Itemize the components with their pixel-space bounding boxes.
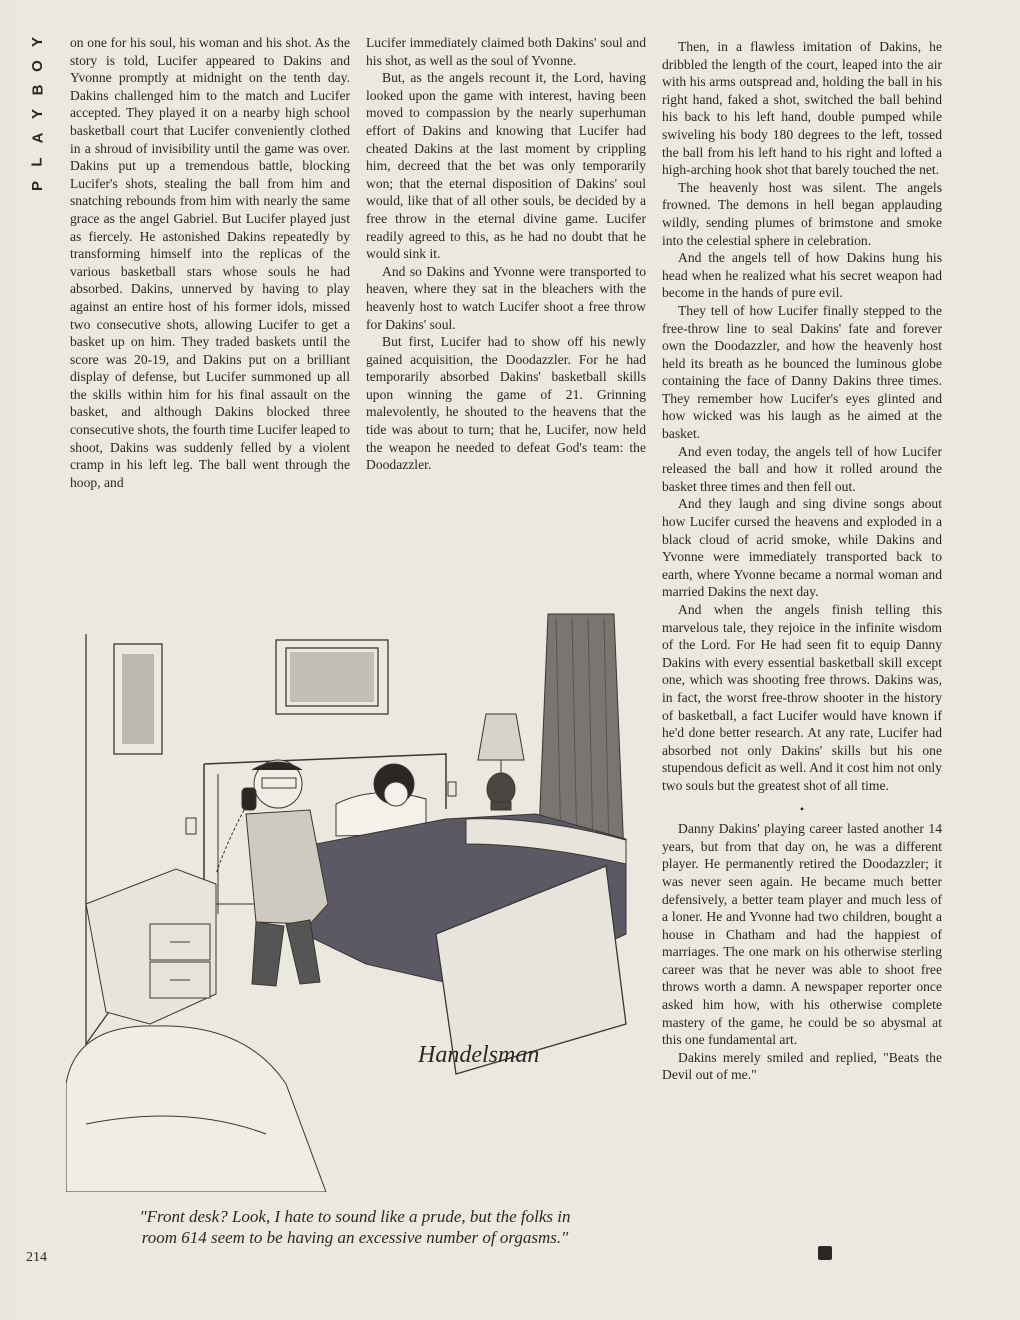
magazine-letter: L: [28, 157, 46, 167]
magazine-letter: Y: [28, 108, 46, 120]
paragraph: And the angels tell of how Dakins hung his head when he realized what his secret weapon had become in the hands of pure evil.: [662, 250, 942, 301]
paragraph: Dakins merely smiled and replied, "Beats the Devil out of me.": [662, 1049, 942, 1083]
paragraph: The heavenly host was silent. The angels frowned. The demons in hell began applauding wildly, sending plumes of brimstone and smoke into the celestial sphere in celebration.: [662, 179, 942, 248]
magazine-name-vertical: [28, 30, 48, 198]
paragraph: Lucifer immediately claimed both Dakins' soul and his shot, as well as the soul of Yvonne.: [366, 35, 646, 68]
magazine-letter: A: [29, 132, 46, 144]
man-on-phone: [242, 760, 328, 986]
paragraph: And they laugh and sing divine songs about how Lucifer cursed the heavens and exploded in a black cloud of acrid smoke, while Dakins and Yvonne were immediately transported back to earth, where Yvonne became a normal woman and married Dakins the next day.: [662, 496, 942, 600]
text-column-3: [662, 38, 942, 1084]
paragraph: They tell of how Lucifer finally stepped to the free-throw line to seal Dakins' fate and forever own the Doodazzler, and how the heavenly host held its breath as he bounced the luminous globe containing the face of Danny Dakins three times. They remember how Lucifer's eyes glinted and how wicked was his laugh as he aimed at the basket.: [662, 302, 942, 442]
paragraph: And so Dakins and Yvonne were transported to heaven, where they sat in the bleachers with the heavenly host to watch Lucifer shoot a free throw for Dakins' soul.: [366, 263, 646, 332]
text-column-1: [70, 34, 350, 491]
page-number: 214: [26, 1250, 47, 1265]
cartoon-illustration: [66, 604, 648, 1192]
lamp: [478, 714, 524, 810]
cartoon-caption: "Front desk? Look, I hate to sound like a prude, but the folks in room 614 seem to be having an excessive number of orgasms.": [139, 1207, 571, 1247]
paragraph: But first, Lucifer had to show off his newly gained acquisition, the Doodazzler. For he had temporarily absorbed Dakins' basketball skills upon winning the game of 21. Grinning malevolently, he shouted to the heavens that the tide was about to turn; that he, Lucifer, now held the weapon he needed to defeat God's team: the Doodazzler.: [366, 334, 646, 473]
end-of-article-rabbit-icon: [818, 1246, 832, 1260]
paragraph: And even today, the angels tell of how Lucifer released the ball and how it rolled around the basket three times and then fell out.: [662, 443, 942, 494]
armchair: [66, 1026, 326, 1192]
paragraph: And when the angels finish telling this marvelous tale, they rejoice in the infinite wisdom of the Lord. For He had seen fit to equip Danny Dakins with every essential basketball skill except one, which was shooting free throws. Dakins was, in fact, the worst free-throw shooter in the history of basketball, a fact Lucifer would have known if he'd done better research. At any rate, Lucifer had absorbed not only Dakins' skills but his one stupendous deficit as well. And it cost him not only two souls but the greatest shot of all time.: [662, 602, 942, 793]
paragraph: Then, in a flawless imitation of Dakins, he dribbled the length of the court, leaped into the air with his arms outspread and, holding the ball in his right hand, faked a shot, switched the ball behind his back to his left hand, double pumped while swiveling his body 180 degrees to the left, tossed the ball from his left hand to his right and lofted a high-arching hook shot that barely touched the net.: [662, 39, 942, 178]
section-break-dot: •: [799, 801, 805, 816]
magazine-letter: B: [29, 84, 46, 96]
nightstand-desk: [86, 869, 216, 1024]
text-column-2: [366, 34, 646, 474]
magazine-letter: Y: [28, 36, 46, 48]
frame-art: [122, 652, 374, 744]
cartoonist-signature: Handelsman: [418, 1042, 540, 1068]
magazine-letter: O: [28, 60, 46, 72]
paragraph: Danny Dakins' playing career lasted another 14 years, but from that day on, he was a different player. He permanently retired the Doodazzler; it was never seen again. He became much better defensively, a better team player and much less of a loner. He and Yvonne had two children, bought a house in Chatham and had the happiest of marriages. The one mark on his otherwise sterling career was that he never was able to shoot free throws worth a damn. A newspaper reporter once asked him how, with his otherwise complete mastery of the game, he could be so abysmal at this one fundamental art.: [662, 821, 942, 1048]
magazine-letter: P: [28, 180, 46, 192]
paragraph: But, as the angels recount it, the Lord, having looked upon the game with interest, having been moved to compassion by the nearly superhuman effort of Dakins and knowing that Lucifer had cheated Dakins at the last moment by crippling him, decreed that the bet was only temporarily won; that the eternal disposition of Dakins' soul would, like that of all other souls, be decided by a free throw in the eternal divine game. Lucifer readily agreed to this, as he had no doubt that he would sink it.: [366, 70, 646, 262]
paragraph: on one for his soul, his woman and his shot. As the story is told, Lucifer appeared to Dakins and Yvonne promptly at midnight on the tenth day. Dakins challenged him to the match and Lucifer accepted. They played it on a nearby high school basketball court that Lucifer conveniently clothed in a shroud of invisibility until the game was over. Dakins put up a tremendous battle, blocking Lucifer's shots, stealing the ball from him and snatching rebounds from him with nearly the same grace as the angel Gabriel. But Lucifer played just as fiercely. He astonished Dakins repeatedly by transforming himself into the replicas of the various basketball stars whose souls he had absorbed. Dakins, unnerved by having to play against an entire host of his former idols, missed two consecutive shots, allowing Lucifer to get a basket up on him. They traded baskets until the score was 20-19, and Dakins put on a brilliant display of defense, but Lucifer summoned up all the skills within him for his final assault on the basket, and although Dakins blocked three consecutive shots, the fourth time Lucifer leaped to shoot, Dakins was suddenly felled by a violent cramp in his left leg. The ball went through the hoop, and: [70, 35, 350, 490]
